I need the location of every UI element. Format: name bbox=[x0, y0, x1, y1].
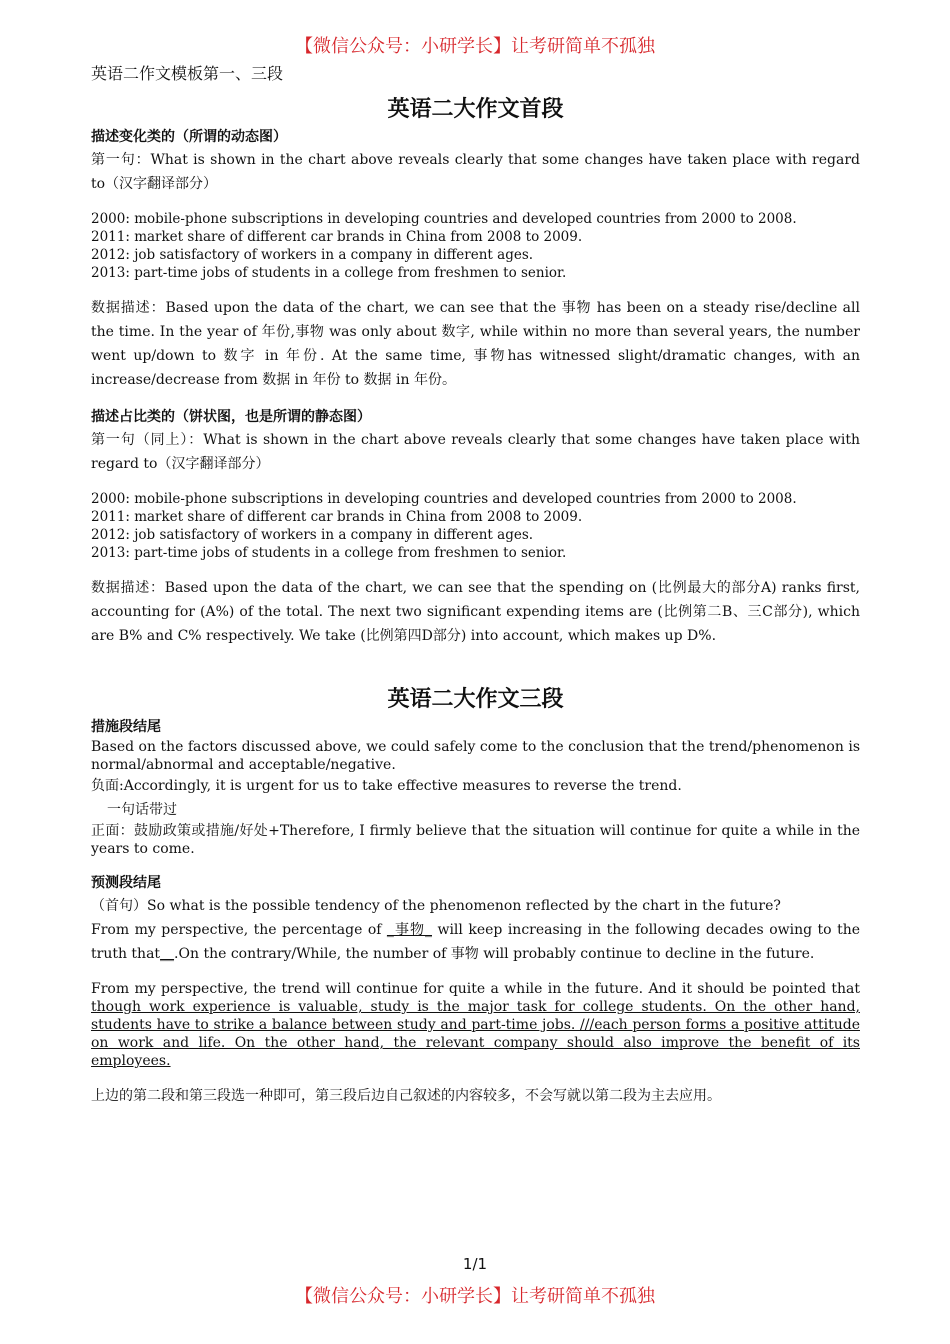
dynamic-data-description: 数据描述：Based upon the data of the chart, we can see that the 事物 has been on a steady rise/decline all the time. In the year of 年份,事物 was only about 数字, while within no more than several years, the number went up/down to 数字 in 年份. At the same time, 事物has witnessed slight/dramatic changes, with an increase/decrease from 数据 in 年份 to 数据 in 年份。 bbox=[91, 300, 860, 388]
measures-conclusion: Based on the factors discussed above, we could safely come to the conclusion that the trend/phenomenon is normal/abnormal and acceptable/negative. bbox=[91, 739, 860, 773]
prediction-paragraph-1 bbox=[91, 918, 860, 966]
measures-subheading: 措施段结尾 bbox=[91, 719, 161, 735]
static-examples bbox=[91, 490, 860, 562]
page-number: 1/1 bbox=[462, 1255, 488, 1273]
prediction-subheading: 预测段结尾 bbox=[91, 875, 161, 891]
document-body bbox=[91, 92, 860, 1108]
example-line: 2000: mobile-phone subscriptions in developing countries and developed countries from 2000 to 2008. bbox=[91, 491, 797, 507]
prediction-p2-underlined: though work experience is valuable, study is the major task for college students. On the other hand, students have to strike a balance between study and part-time jobs. ///each person forms a positive attitude on work and life. On the other hand, the relevant company should also improve the benefit of its employees. bbox=[91, 999, 860, 1069]
example-line: 2012: job satisfactory of workers in a company in different ages. bbox=[91, 247, 534, 263]
measures-negative: 负面:Accordingly, it is urgent for us to take effective measures to reverse the trend. bbox=[91, 778, 682, 794]
example-line: 2013: part-time jobs of students in a college from freshmen to senior. bbox=[91, 545, 567, 561]
example-line: 2013: part-time jobs of students in a college from freshmen to senior. bbox=[91, 265, 567, 281]
measures-brief: 一句话带过 bbox=[107, 802, 177, 818]
example-line: 2012: job satisfactory of workers in a company in different ages. bbox=[91, 527, 534, 543]
example-line: 2011: market share of different car brands in China from 2008 to 2009. bbox=[91, 229, 583, 245]
example-line: 2000: mobile-phone subscriptions in developing countries and developed countries from 2000 to 2008. bbox=[91, 211, 797, 227]
static-subheading: 描述占比类的（饼状图，也是所谓的静态图） bbox=[91, 409, 371, 425]
closing-note: 上边的第二段和第三段选一种即可，第三段后边自己叙述的内容较多，不会写就以第二段为主去应用。 bbox=[91, 1088, 721, 1104]
section3-heading: 英语二大作文三段 bbox=[387, 686, 564, 712]
static-first-sentence: 第一句（同上）：What is shown in the chart above reveals clearly that some changes have taken place with regard to（汉字翻译部分） bbox=[91, 432, 860, 472]
prediction-paragraph-2 bbox=[91, 980, 860, 1070]
section1-heading: 英语二大作文首段 bbox=[387, 96, 564, 122]
static-data-description: 数据描述：Based upon the data of the chart, we can see that the spending on (比例最大的部分A) ranks first, accounting for (A%) of the total. The next two significant expending items are (比例第二B、三C部分), which are B% and C% respectively. We take (比例第四D部分) into account, which makes up D%. bbox=[91, 580, 860, 644]
example-line: 2011: market share of different car brands in China from 2008 to 2009. bbox=[91, 509, 583, 525]
prediction-text-a: From my perspective, the percentage of bbox=[91, 922, 387, 938]
prediction-blank-reason: __ bbox=[160, 946, 175, 962]
prediction-p2-plain: From my perspective, the trend will continue for quite a while in the future. And it should be pointed that bbox=[91, 981, 860, 997]
dynamic-examples bbox=[91, 210, 860, 282]
measures-positive: 正面：鼓励政策或措施/好处+Therefore, I firmly believe that the situation will continue for quite a while in the years to come. bbox=[91, 823, 860, 857]
dynamic-subheading: 描述变化类的（所谓的动态图） bbox=[91, 129, 287, 145]
prediction-text-c: .On the contrary/While, the number of 事物 will probably continue to decline in the future. bbox=[174, 946, 815, 962]
prediction-first-sentence: （首句）So what is the possible tendency of the phenomenon reflected by the chart in the future? bbox=[91, 898, 781, 914]
prediction-blank-item: _事物_ bbox=[386, 922, 432, 938]
document-title: 英语二作文模板第一、三段 bbox=[91, 64, 284, 83]
dynamic-first-sentence: 第一句：What is shown in the chart above reveals clearly that some changes have taken place with regard to（汉字翻译部分） bbox=[91, 152, 860, 192]
bottom-banner: 【微信公众号：小研学长】让考研简单不孤独 bbox=[295, 1286, 655, 1307]
top-banner: 【微信公众号：小研学长】让考研简单不孤独 bbox=[295, 36, 655, 57]
prediction-text-b: will keep increasing in the following decades owing to the truth that bbox=[91, 922, 860, 962]
